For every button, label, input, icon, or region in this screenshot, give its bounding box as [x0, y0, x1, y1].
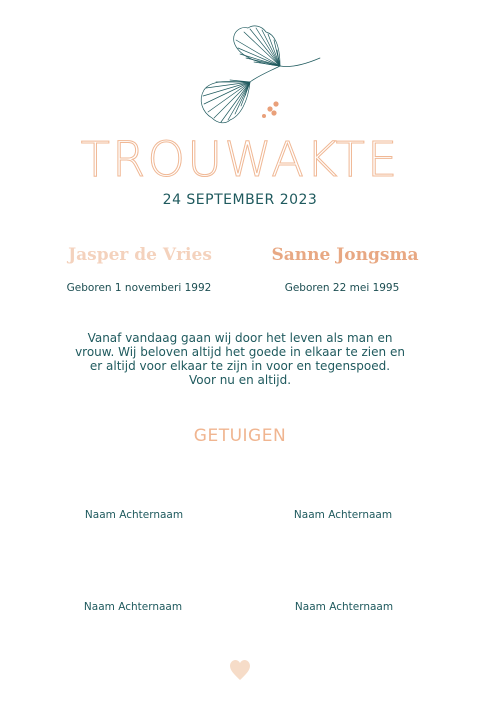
vow-text [70, 331, 410, 387]
heart-icon [228, 658, 252, 682]
groom-name: Jasper de Vries [68, 245, 212, 265]
vow-line: Vanaf vandaag gaan wij door het leven als man en [87, 331, 393, 345]
witness-name: Naam Achternaam [84, 509, 184, 521]
ginkgo-leaves-icon [188, 20, 328, 130]
vow-line: Voor nu en altijd. [188, 373, 292, 387]
bride-birth-date: Geboren 22 mei 1995 [284, 282, 400, 294]
bride-name: Sanne Jongsma [271, 245, 419, 265]
vow-line: vrouw. Wij beloven altijd het goede in elkaar te zien en [75, 345, 405, 359]
vow-line: er altijd voor elkaar te zijn in voor en tegenspoed. [89, 359, 391, 373]
page-title: TROUWAKTE [80, 132, 400, 188]
witnesses-heading: GETUIGEN [193, 426, 287, 446]
wedding-date: 24 SEPTEMBER 2023 [162, 192, 318, 208]
witness-name: Naam Achternaam [83, 601, 183, 613]
witness-name: Naam Achternaam [293, 509, 393, 521]
witness-name: Naam Achternaam [294, 601, 394, 613]
groom-birth-date: Geboren 1 novemberi 1992 [66, 282, 212, 294]
